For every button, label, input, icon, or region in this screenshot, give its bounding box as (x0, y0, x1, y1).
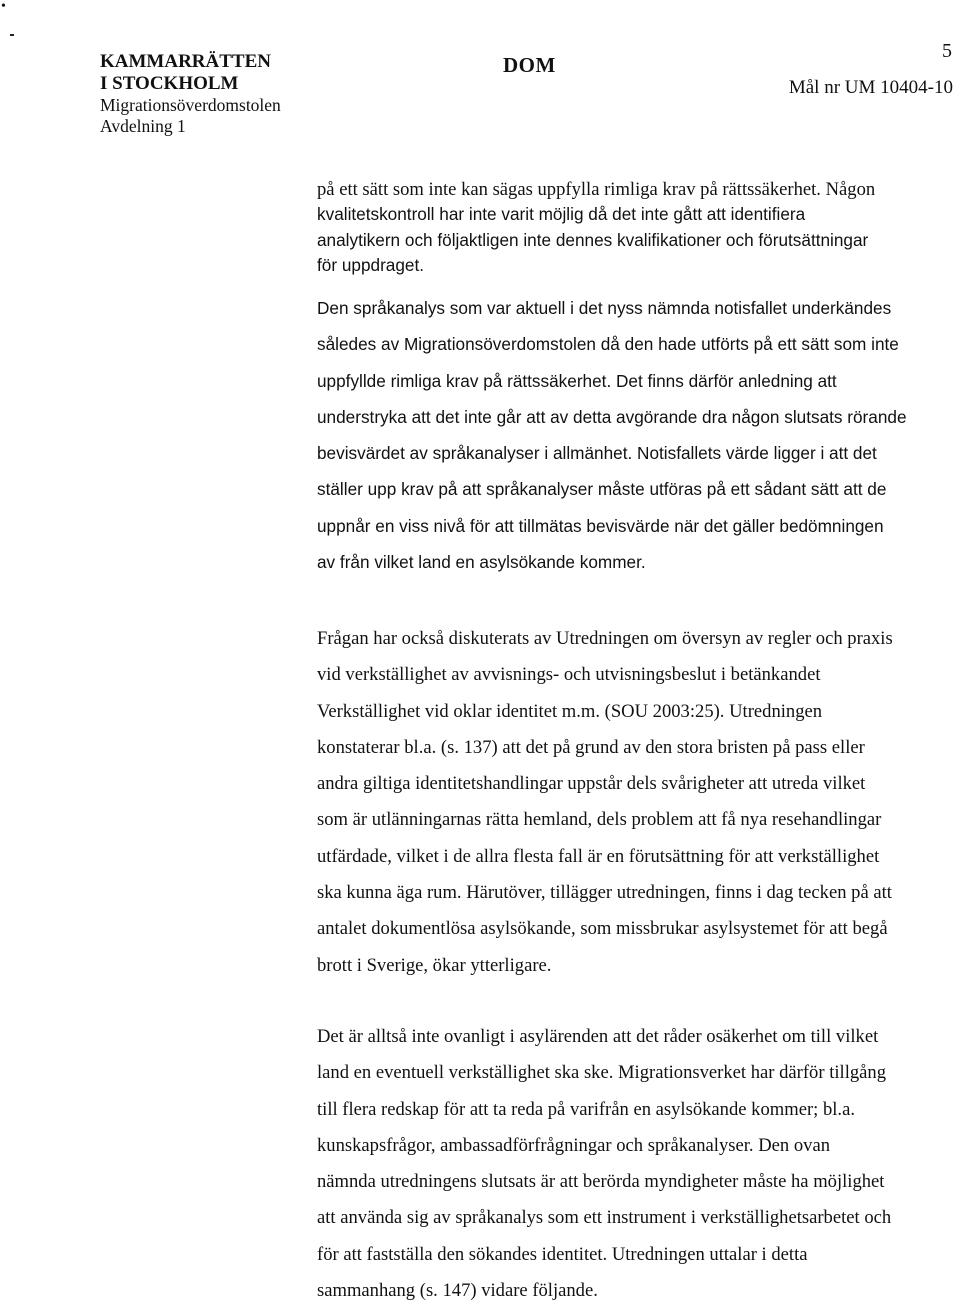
paragraph-line: andra giltiga identitetshandlingar uppstår dels svårigheter att utreda vilket (317, 773, 866, 795)
paragraph-line: Den språkanalys som var aktuell i det nyss nämnda notisfallet underkändes (317, 298, 892, 318)
paragraph-line: understryka att det inte går att av detta avgörande dra någon slutsats rörande (317, 406, 907, 427)
paragraph-1 (317, 171, 957, 279)
scan-mark-dot: • (1, 0, 6, 14)
paragraph-line: kvalitetskontroll har inte varit möjlig då det inte gått att identifiera (317, 204, 806, 225)
paragraph-line: Frågan har också diskuterats av Utredningen om översyn av regler och praxis (317, 628, 893, 649)
paragraph-3 (317, 621, 957, 984)
paragraph-line: till flera redskap för att ta reda på varifrån en asylsökande kommer; bl.a. (317, 1098, 855, 1120)
paragraph-line: Verkställighet vid oklar identitet m.m. (SOU 2003:25). Utredningen (317, 700, 823, 722)
court-header (100, 51, 281, 137)
case-number: Mål nr UM 10404-10 (788, 77, 953, 98)
paragraph-line: land en eventuell verkställighet ska ske. Migrationsverket har därför tillgång (317, 1062, 886, 1084)
paragraph-line: uppnår en viss nivå för att tillmätas bevisvärde när det gäller bedömningen (317, 515, 884, 536)
paragraph-line: bevisvärdet av språkanalyser i allmänhet. Notisfallets värde ligger i att det (317, 443, 877, 464)
paragraph-line: att använda sig av språkanalys som ett instrument i verkställighetsarbetet och (317, 1207, 892, 1229)
paragraph-line: Det är alltså inte ovanligt i asylärenden att det råder osäkerhet om till vilket (317, 1026, 879, 1047)
paragraph-line: som är utlänningarnas rätta hemland, dels problem att få nya resehandlingar (317, 809, 882, 831)
page-number: 5 (942, 40, 952, 62)
court-division-unit: Avdelning 1 (100, 116, 186, 136)
paragraph-line: för uppdraget. (317, 255, 425, 276)
paragraph-line: analytikern och följaktligen inte dennes kvalifikationer och förutsättningar (317, 229, 869, 250)
scan-mark-dash (10, 34, 14, 36)
court-name-line2: I STOCKHOLM (100, 73, 239, 94)
paragraph-line: ska kunna äga rum. Härutöver, tillägger utredningen, finns i dag tecken på att (317, 882, 892, 904)
paragraph-line: antalet dokumentlösa asylsökande, som missbrukar asylsystemet för att begå (317, 918, 888, 940)
paragraph-line: brott i Sverige, ökar ytterligare. (317, 954, 552, 976)
paragraph-line: således av Migrationsöverdomstolen då den hade utförts på ett sätt som inte (317, 334, 899, 355)
paragraph-line: kunskapsfrågor, ambassadförfrågningar och språkanalyser. Den ovan (317, 1134, 830, 1156)
paragraph-2 (317, 290, 957, 580)
paragraph-line: av från vilket land en asylsökande kommer. (317, 552, 646, 573)
paragraph-line: uppfyllde rimliga krav på rättssäkerhet. Det finns därför anledning att (317, 370, 837, 391)
paragraph-line: ställer upp krav på att språkanalyser måste utföras på ett sådant sätt att de (317, 479, 887, 500)
paragraph-line: på ett sätt som inte kan sägas uppfylla rimliga krav på rättssäkerhet. Någon (317, 179, 876, 200)
paragraph-line: nämnda utredningens slutsats är att berörda myndigheter måste ha möjlighet (317, 1171, 885, 1193)
court-name-line1: KAMMARRÄTTEN (100, 51, 271, 72)
document-type: DOM (503, 53, 556, 77)
paragraph-line: för att fastställa den sökandes identitet. Utredningen uttalar i detta (317, 1243, 808, 1265)
paragraph-line: sammanhang (s. 147) vidare följande. (317, 1280, 598, 1302)
paragraph-line: utfärdade, vilket i de allra flesta fall är en förutsättning för att verkställighet (317, 845, 880, 867)
paragraph-4 (317, 1019, 957, 1309)
paragraph-line: konstaterar bl.a. (s. 137) att det på grund av den stora bristen på pass eller (317, 736, 865, 758)
paragraph-line: vid verkställighet av avvisnings- och utvisningsbeslut i betänkandet (317, 664, 821, 686)
court-division-name: Migrationsöverdomstolen (100, 95, 281, 115)
